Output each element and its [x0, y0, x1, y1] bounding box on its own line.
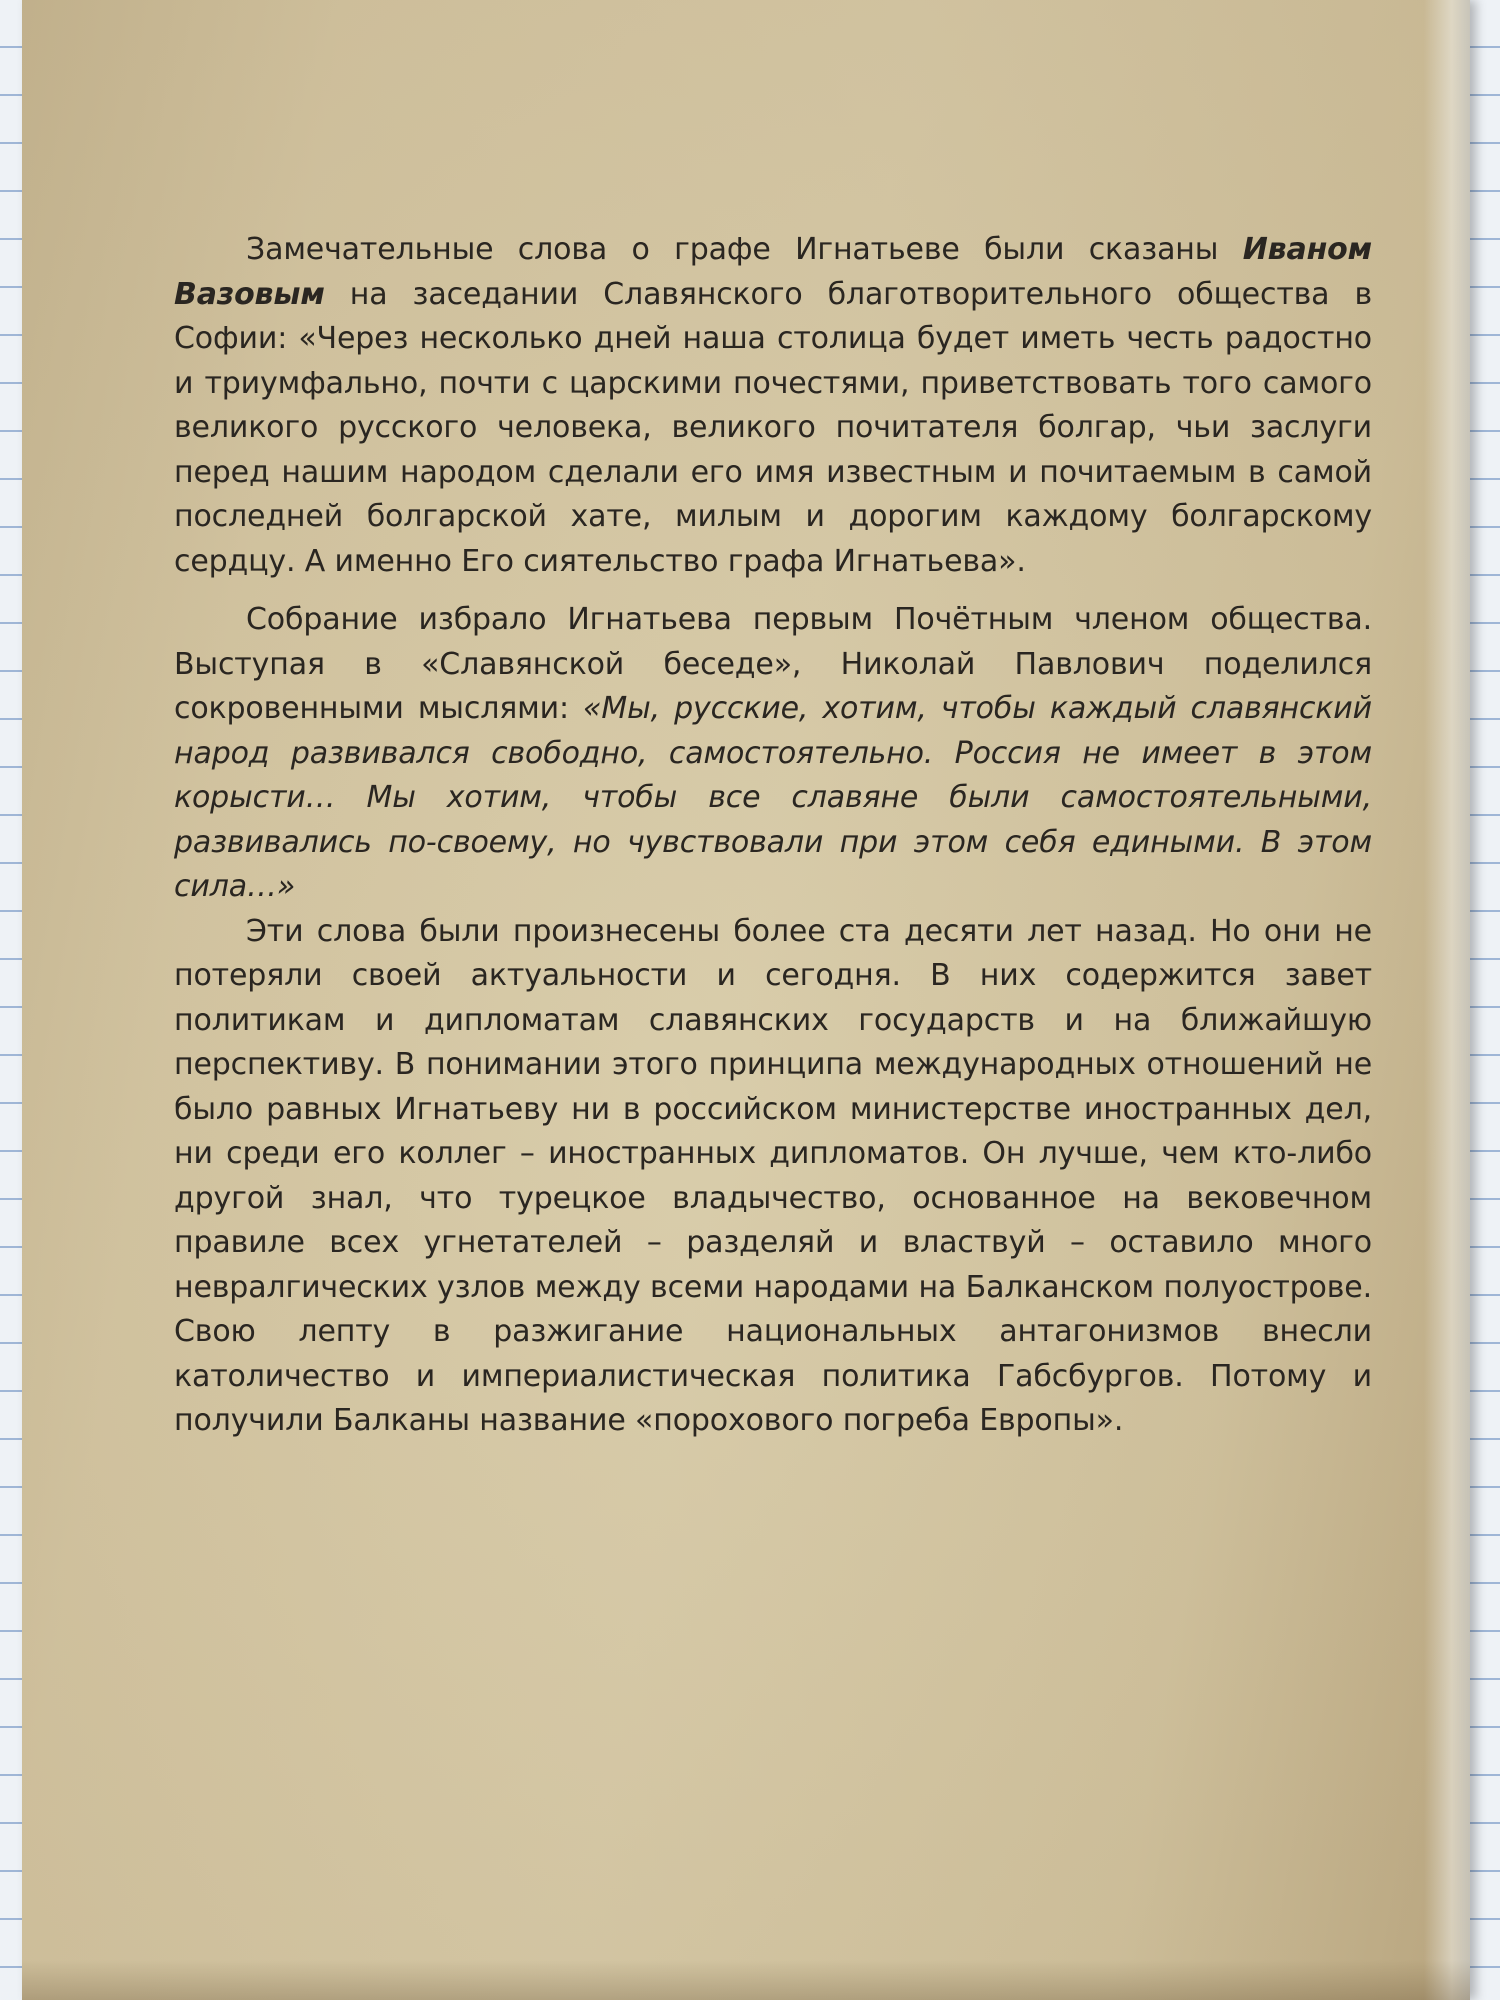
book-cover [22, 0, 1470, 2000]
text-block [174, 228, 1372, 1444]
paragraph-2-quote: «Мы, русские, хотим, чтобы каждый славянский народ развивался свободно, самостоятельно. Россия не имеет в этом корысти… Мы хотим, чтобы все славяне были самостоятельными, развивались по-своему, но чувствовали при этом себя едиными. В этом сила…» [174, 691, 1372, 904]
paragraph-2 [174, 598, 1372, 910]
paragraph-1-emphasis: Иваном Вазовым [174, 232, 1372, 312]
paragraph-2-before: Собрание избрало Игнатьева первым Почётным членом общества. Выступая в «Славянской беседе», Николай Павлович поделился сокровенными мыслями: [174, 602, 1372, 726]
paragraph-1-after: на заседании Славянского благотворительного общества в Софии: «Через несколько дней наша столица будет иметь честь радостно и триумфально, почти с царскими почестями, приветствовать того самого великого русского человека, великого почитателя болгар, чьи заслуги перед нашим народом сделали его имя известным и почитаемым в самой последней болгарской хате, милым и дорогим каждому болгарскому сердцу. А именно Его сиятельство графа Игнатьева». [174, 276, 1372, 579]
book-page-edge [1424, 0, 1470, 2000]
paragraph-3: Эти слова были произнесены более ста десяти лет назад. Но они не потеряли своей актуальности и сегодня. В них содержится завет политикам и дипломатам славянских государств и на ближайшую перспективу. В понимании этого принципа международных отношений не было равных Игнатьеву ни в российском министерстве иностранных дел, ни среди его коллег – иностранных дипломатов. Он лучше, чем кто-либо другой знал, что турецкое владычество, основанное на вековечном правиле всех угнетателей – разделяй и властвуй – оставило много невралгических узлов между всеми народами на Балканском полуострове. Свою лепту в разжигание национальных антагонизмов внесли католичество и империалистическая политика Габсбургов. Потому и получили Балканы название «порохового погреба Европы». [174, 913, 1372, 1438]
cover-shadow [22, 1960, 1470, 2000]
paragraph-1-before: Замечательные слова о графе Игнатьеве были сказаны [246, 232, 1243, 267]
paragraph-1 [174, 228, 1372, 584]
